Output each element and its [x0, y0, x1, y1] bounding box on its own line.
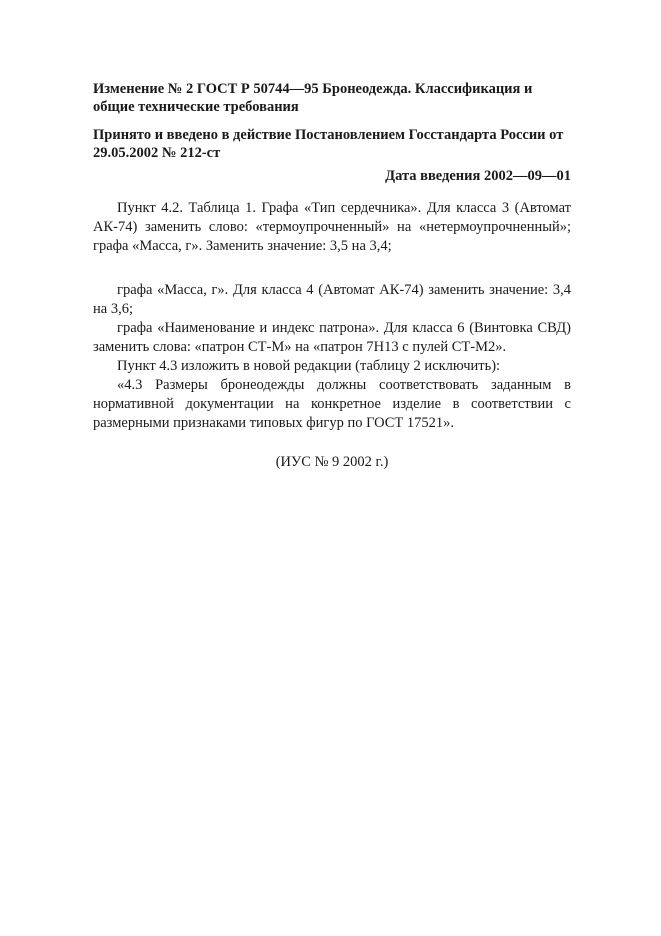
paragraph-4-3-intro: Пункт 4.3 изложить в новой редакции (таблицу 2 исключить):: [117, 358, 501, 374]
paragraph-class-4-mass: графа «Масса, г». Для класса 4 (Автомат АК-74) заменить значение: 3,4 на 3,6;: [93, 282, 571, 317]
amendment-block-1: [93, 199, 571, 256]
amendment-block-2: [93, 281, 571, 433]
acceptance-statement: Принято и введено в действие Постановлением Госстандарта России от 29.05.2002 № 212-ст: [93, 127, 564, 161]
paragraph-class-6-cartridge: графа «Наименование и индекс патрона». Для класса 6 (Винтовка СВД) заменить слова: «патрон СТ-М» на «патрон 7Н13 с пулей СТ-М2».: [93, 320, 571, 355]
document-page: [93, 80, 571, 472]
paragraph-4-2-class-3: Пункт 4.2. Таблица 1. Графа «Тип сердечника». Для класса 3 (Автомат АК-74) заменить слово: «термоупрочненный» на «нетермоупрочненный»; графа «Масса, г». Заменить значение: 3,5 на 3,4;: [93, 200, 571, 254]
effective-date: Дата введения 2002—09—01: [385, 168, 571, 184]
document-title: Изменение № 2 ГОСТ Р 50744—95 Бронеодежда. Классификация и общие технические требования: [93, 81, 533, 115]
ius-reference: (ИУС № 9 2002 г.): [275, 454, 389, 470]
paragraph-4-3-text: «4.3 Размеры бронеодежды должны соответствовать заданным в нормативной документации на конкретное изделие в соответствии с размерными признаками типовых фигур по ГОСТ 17521».: [93, 377, 571, 431]
